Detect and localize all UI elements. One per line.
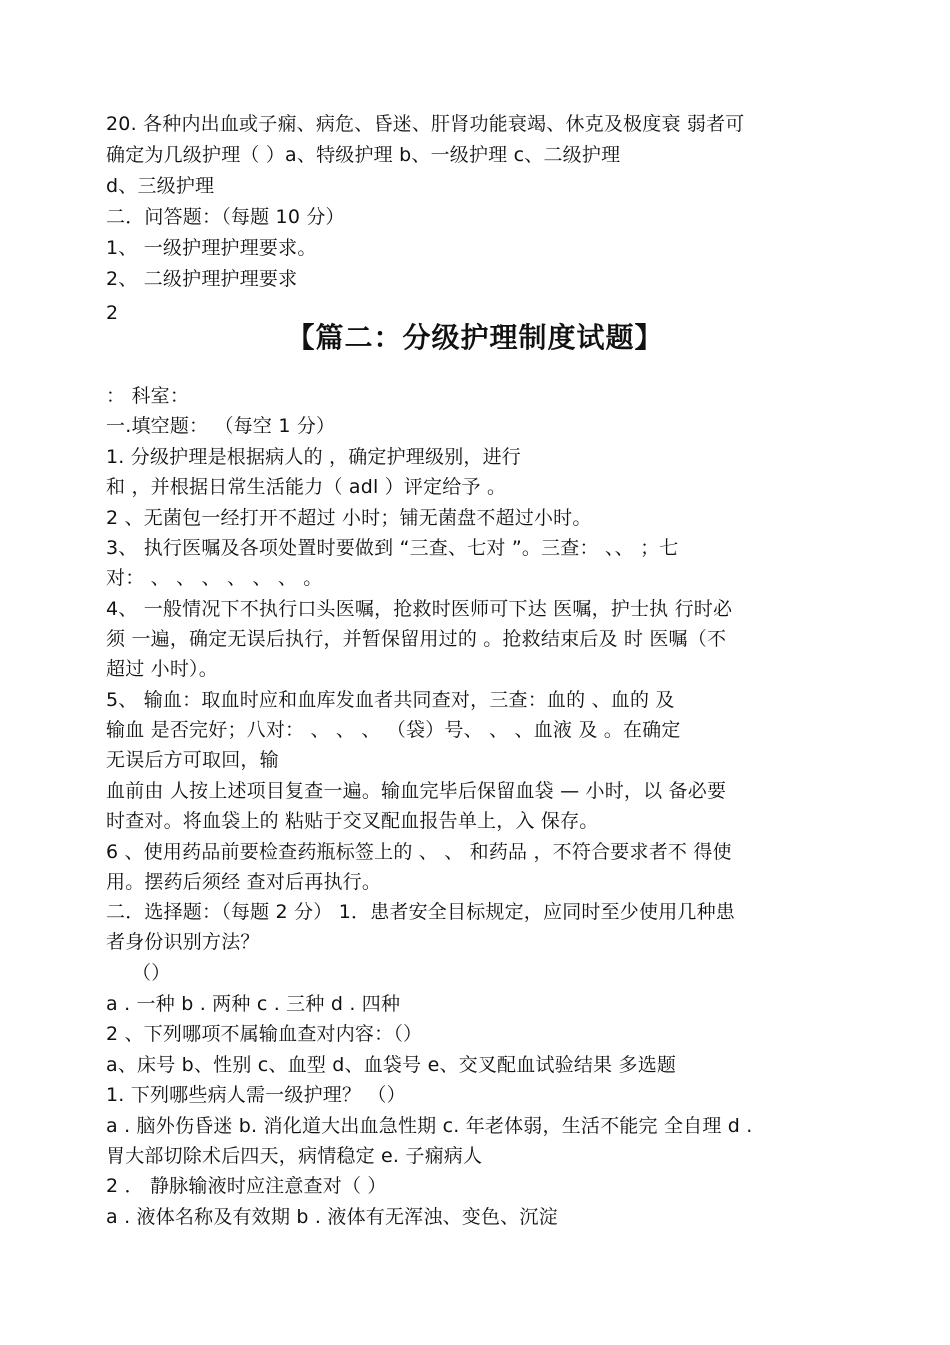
choice-heading-line-2: 者身份识别方法？ — [106, 931, 260, 953]
multi-choice-1-options-line-1: a . 脑外伤昏迷 b. 消化道大出血急性期 c. 年老体弱，生活不能完 全自理 d . — [106, 1115, 753, 1137]
fill-blank-heading: 一.填空题： （每空 1 分） — [106, 415, 336, 437]
question-20-line-1: 20. 各种内出血或子痫、病危、昏迷、肝肾功能衰竭、休克及极度衰 弱者可 — [106, 113, 745, 135]
fill-blank-4-line-2: 须 一遍，确定无误后执行，并暂保留用过的 。抢救结束后及 时 医嘱（不 — [106, 628, 727, 650]
fill-blank-2: 2 、无菌包一经打开不超过 小时；铺无菌盘不超过小时。 — [106, 507, 592, 529]
fill-blank-5-line-3: 无误后方可取回，输 — [106, 749, 279, 771]
multi-choice-1-question: 1. 下列哪些病人需一级护理？ （） — [106, 1084, 406, 1106]
fill-blank-5-line-5: 时查对。将血袋上的 粘贴于交叉配血报告单上，入 保存。 — [106, 810, 599, 832]
qa-item-1: 1、 一级护理护理要求。 — [106, 237, 317, 259]
fill-blank-5-line-1: 5、 输血：取血时应和血库发血者共同查对，三查：血的 、血的 及 — [106, 689, 675, 711]
fill-blank-1-line-2: 和 ，并根据日常生活能力（ adl ）评定给予 。 — [106, 476, 507, 498]
fill-blank-6-line-2: 用。摆药后须经 查对后再执行。 — [106, 871, 382, 893]
qa-item-2: 2、 二级护理护理要求 — [106, 268, 298, 290]
choice-1-blank: （） — [132, 962, 171, 984]
fill-blank-6-line-1: 6 、使用药品前要检查药瓶标签上的 、 、 和药品 ，不符合要求者不 得使 — [106, 841, 732, 863]
choice-2-question: 2 、下列哪项不属输血查对内容：（） — [106, 1023, 423, 1045]
fill-blank-4-line-3: 超过 小时）。 — [106, 658, 218, 680]
question-20-line-3: d、三级护理 — [106, 175, 215, 197]
fill-blank-5-line-4: 血前由 人按上述项目复查一遍。输血完毕后保留血袋 — 小时，以 备必要 — [106, 780, 727, 802]
fill-blank-1-line-1: 1. 分级护理是根据病人的 ，确定护理级别，进行 — [106, 446, 522, 468]
page-number: 2 — [106, 302, 119, 324]
choice-2-options: a、床号 b、性别 c、血型 d、血袋号 e、交叉配血试验结果 多选题 — [106, 1054, 677, 1076]
multi-choice-2-options: a . 液体名称及有效期 b . 液体有无浑浊、变色、沉淀 — [106, 1206, 558, 1228]
choice-1-options: a . 一种 b . 两种 c . 三种 d . 四种 — [106, 993, 401, 1015]
question-20-line-2: 确定为几级护理（ ）a、特级护理 b、一级护理 c、二级护理 — [106, 144, 621, 166]
multi-choice-1-options-line-2: 胃大部切除术后四天，病情稳定 e. 子痫病人 — [106, 1145, 483, 1167]
fill-blank-4-line-1: 4、 一般情况下不执行口头医嘱，抢救时医师可下达 医嘱，护士执 行时必 — [106, 598, 733, 620]
part-two-title: 【篇二：分级护理制度试题】 — [286, 321, 664, 354]
multi-choice-2-question: 2 ． 静脉输液时应注意查对（ ） — [106, 1175, 387, 1197]
choice-heading-line-1: 二．选择题：（每题 2 分） 1．患者安全目标规定，应同时至少使用几种患 — [106, 901, 735, 923]
fill-blank-3-line-1: 3、 执行医嘱及各项处置时要做到 “三查、七对 ”。三查： 、、 ；七 — [106, 537, 679, 559]
department-line: ： 科室： — [106, 385, 190, 407]
section-qa-heading: 二．问答题：（每题 10 分） — [106, 206, 345, 228]
fill-blank-5-line-2: 输血 是否完好；八对： 、 、 、 （袋）号、 、 、血液 及 。在确定 — [106, 719, 681, 741]
fill-blank-3-line-2: 对： 、 、 、 、 、 、 。 — [106, 567, 323, 589]
